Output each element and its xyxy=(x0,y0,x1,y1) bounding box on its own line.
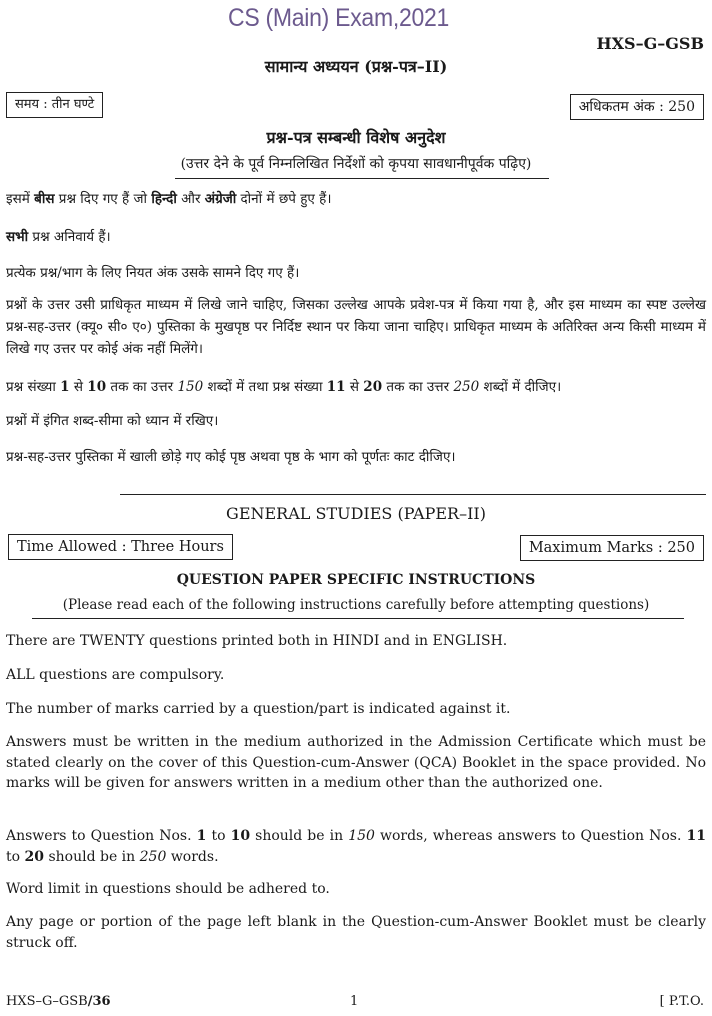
english-time-allowed: Time Allowed : Three Hours xyxy=(8,534,233,560)
hindi-instruction-1: इसमें बीस प्रश्न दिए गए हैं जो हिन्दी और अंग्रेजी दोनों में छपे हुए हैं। xyxy=(6,191,332,207)
paper-code: HXS–G–GSB xyxy=(596,34,704,53)
footer-pto: [ P.T.O. xyxy=(659,994,704,1009)
english-max-marks: Maximum Marks : 250 xyxy=(520,535,704,561)
hindi-instruction-2: सभी प्रश्न अनिवार्य हैं। xyxy=(6,229,111,245)
hindi-instruction-3: प्रत्येक प्रश्न/भाग के लिए नियत अंक उसके सामने दिए गए हैं। xyxy=(6,265,300,281)
footer-paper-code: HXS–G–GSB/36 xyxy=(6,994,111,1009)
hindi-instructions-heading: प्रश्न-पत्र सम्बन्धी विशेष अनुदेश xyxy=(266,128,446,147)
hindi-instruction-4: प्रश्नों के उत्तर उसी प्राधिकृत माध्यम में लिखे जाने चाहिए, जिसका उल्लेख आपके प्रवेश-पत्र में किया गया है, और इस माध्यम का स्पष्ट उल्लेख प्रश्न-सह-उत्तर (क्यू० सी० ए०) पुस्तिका के मुखपृष्ठ पर निर्दिष्ट स्थान पर किया जाना चाहिए। प्राधिकृत माध्यम के अतिरिक्त अन्य किसी माध्यम में लिखे गए उत्तर पर कोई अंक नहीं मिलेंगे। xyxy=(6,297,706,357)
english-instruction-3: The number of marks carried by a question/part is indicated against it. xyxy=(6,701,511,717)
english-title: GENERAL STUDIES (PAPER–II) xyxy=(226,504,486,523)
english-instructions-subheading: (Please read each of the following instructions carefully before attempting questions) xyxy=(62,597,650,613)
english-instruction-1: There are TWENTY questions printed both in HINDI and in ENGLISH. xyxy=(6,633,508,649)
hindi-subheading-underline xyxy=(175,178,549,179)
hindi-time-allowed: समय : तीन घण्टे xyxy=(6,92,103,118)
english-instruction-6: Word limit in questions should be adhered to. xyxy=(6,881,330,897)
english-instruction-7: Any page or portion of the page left blank in the Question-cum-Answer Booklet must be clearly struck off. xyxy=(6,914,706,951)
english-subheading-underline xyxy=(32,618,684,619)
hindi-instruction-6: प्रश्नों में इंगित शब्द-सीमा को ध्यान में रखिए। xyxy=(6,413,219,429)
english-instruction-2: ALL questions are compulsory. xyxy=(6,667,225,683)
exam-stamp: CS (Main) Exam,2021 xyxy=(228,4,450,32)
hindi-instruction-7: प्रश्न-सह-उत्तर पुस्तिका में खाली छोड़े गए कोई पृष्ठ अथवा पृष्ठ के भाग को पूर्णतः काट दीजिए। xyxy=(6,449,456,465)
hindi-instructions-subheading: (उत्तर देने के पूर्व निम्नलिखित निर्देशों को कृपया सावधानीपूर्वक पढ़िए) xyxy=(180,156,532,172)
hindi-instruction-5: प्रश्न संख्या 1 से 10 तक का उत्तर 150 शब्दों में तथा प्रश्न संख्या 11 से 20 तक का उत्तर 250 शब्दों में दीजिए। xyxy=(6,379,562,395)
hindi-max-marks: अधिकतम अंक : 250 xyxy=(570,94,704,120)
english-instruction-5: Answers to Question Nos. 1 to 10 should be in 150 words, whereas answers to Question Nos. 11 to 20 should be in 250 words. xyxy=(6,828,706,865)
english-instruction-4: Answers must be written in the medium authorized in the Admission Certificate which must be stated clearly on the cover of this Question-cum-Answer (QCA) Booklet in the space provided. No marks will be given for answers written in a medium other than the authorized one. xyxy=(6,734,706,791)
hindi-title: सामान्य अध्ययन (प्रश्न-पत्र–II) xyxy=(264,57,448,76)
footer-page-number: 1 xyxy=(350,994,359,1009)
section-divider xyxy=(120,494,706,495)
english-instructions-heading: QUESTION PAPER SPECIFIC INSTRUCTIONS xyxy=(176,572,536,588)
